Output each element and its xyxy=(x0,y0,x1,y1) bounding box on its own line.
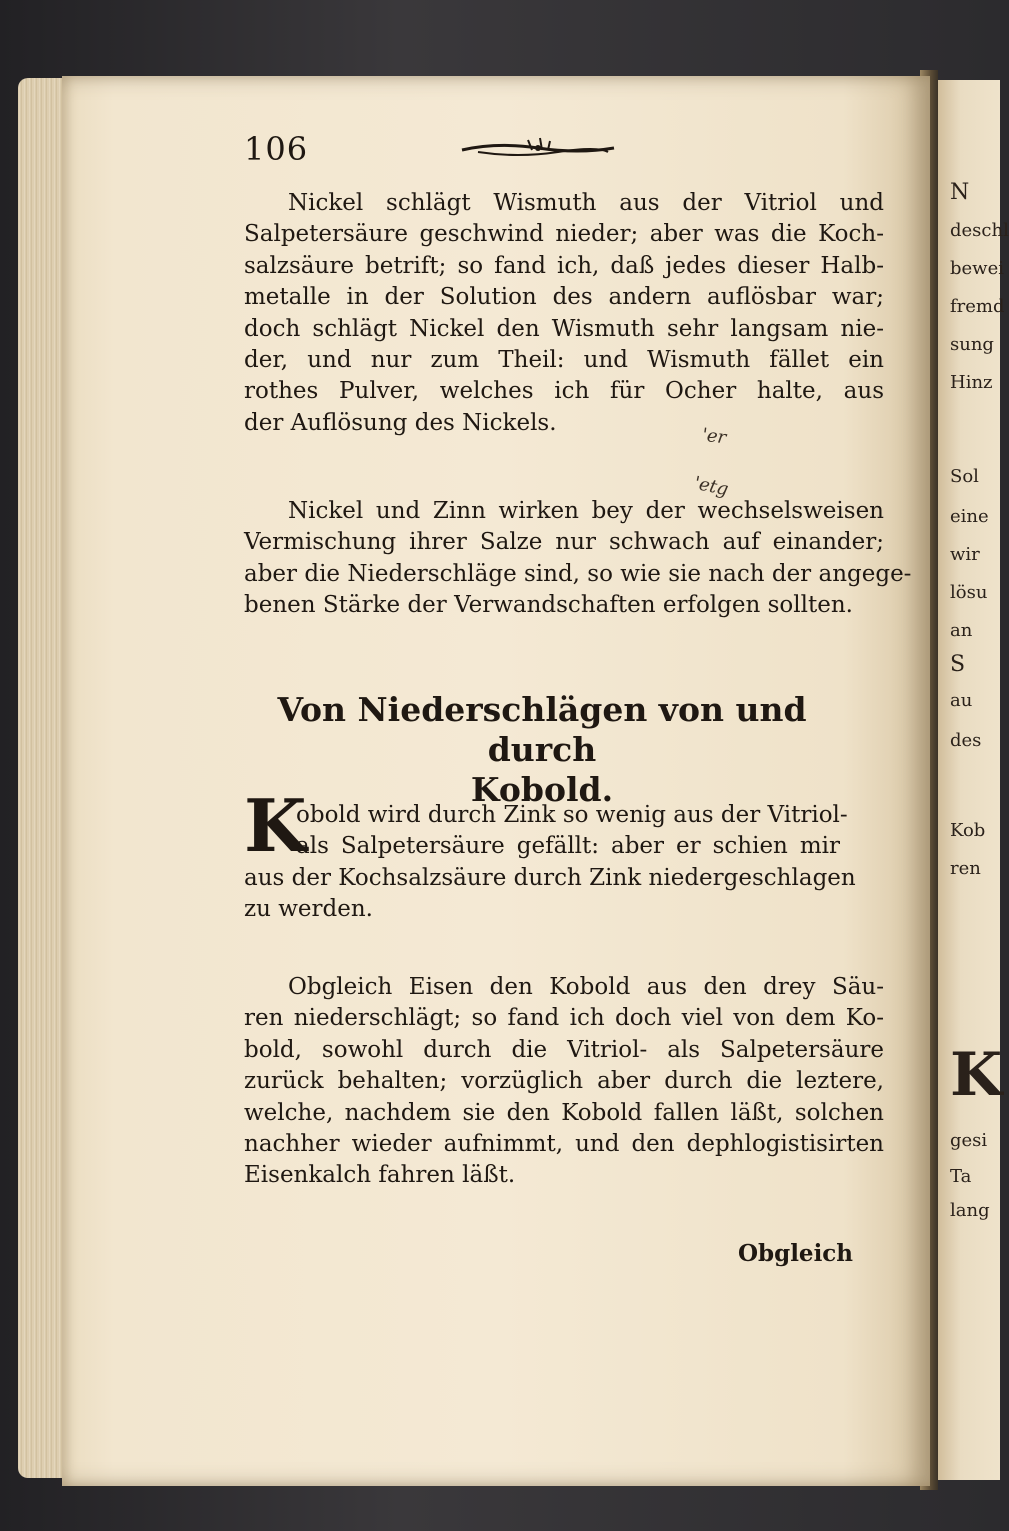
text-line: der Auflösung des Nickels. xyxy=(244,409,557,436)
text-line: aus der Kochsalzsäure durch Zink niedergeschlagen xyxy=(244,864,856,891)
text-line: rothes Pulver, welches ich für Ocher halte, aus xyxy=(244,378,884,405)
fragment: ren xyxy=(950,858,981,879)
text-line: salzsäure betrift; so fand ich, daß jedes dieser Halb- xyxy=(244,252,884,279)
fragment: N xyxy=(950,180,970,205)
heading-line-2: Kobold. xyxy=(470,770,614,809)
paragraph-2 xyxy=(244,496,912,622)
catchword: Obgleich xyxy=(738,1240,854,1267)
paragraph-3 xyxy=(244,800,856,926)
text-line: Nickel und Zinn wirken bey der wechselsweisen xyxy=(288,498,884,524)
drop-capital-letter: K xyxy=(244,783,307,868)
paragraph-4 xyxy=(244,972,884,1192)
text-line: doch schlägt Nickel den Wismuth sehr langsam nie- xyxy=(244,315,884,342)
handwritten-note: 'etg xyxy=(692,472,731,501)
text-line: zu werden. xyxy=(244,896,373,923)
text-line: ren niederschlägt; so fand ich doch viel von dem Ko- xyxy=(244,1005,884,1032)
fragment: gesi xyxy=(950,1130,988,1151)
text-line: bold, sowohl durch die Vitriol- als Salpetersäure xyxy=(244,1036,884,1063)
fragment: Kob xyxy=(950,820,986,841)
text-line: welche, nachdem sie den Kobold fallen läßt, solchen xyxy=(244,1099,884,1126)
text-line: als Salpetersäure gefällt: aber er schien mir xyxy=(296,833,840,860)
fragment: bewei xyxy=(950,258,1004,279)
text-line: nachher wieder aufnimmt, und den dephlogistisirten xyxy=(244,1131,884,1158)
fragment: lang xyxy=(950,1200,990,1221)
fragment: eine xyxy=(950,506,989,527)
handwritten-note: 'er xyxy=(700,424,728,449)
text-line: Vermischung ihrer Salze nur schwach auf einander; xyxy=(244,529,884,556)
facing-page-fragments xyxy=(950,0,1009,1531)
text-line: der, und nur zum Theil: und Wismuth fället ein xyxy=(244,347,884,374)
text-line: Obgleich Eisen den Kobold aus den drey Säu- xyxy=(288,974,884,1000)
section-heading xyxy=(244,690,840,810)
fragment: des xyxy=(950,730,982,751)
text-line: Eisenkalch fahren läßt. xyxy=(244,1162,516,1189)
page-number: 106 xyxy=(244,130,309,168)
fragment: S xyxy=(950,652,966,677)
text-line: obold wird durch Zink so wenig aus der Vitriol- xyxy=(296,802,848,828)
fragment: sung xyxy=(950,334,994,355)
fragment: lösu xyxy=(950,582,988,603)
fragment: Ta xyxy=(950,1166,972,1187)
fragment: K xyxy=(950,1040,1003,1110)
fragment: deschl xyxy=(950,220,1009,241)
fragment: Hinz xyxy=(950,372,993,393)
fragment: fremd xyxy=(950,296,1005,317)
text-line: Salpetersäure geschwind nieder; aber was die Koch- xyxy=(244,221,884,248)
ornament-icon xyxy=(458,136,618,160)
heading-line-1: Von Niederschlägen von und durch xyxy=(277,690,807,769)
fragment: wir xyxy=(950,544,980,565)
text-line: aber die Niederschläge sind, so wie sie nach der angege- xyxy=(244,560,912,587)
page-content xyxy=(62,76,930,1486)
fragment: an xyxy=(950,620,973,641)
fragment: Sol xyxy=(950,466,979,487)
fragment: au xyxy=(950,690,973,711)
text-line: zurück behalten; vorzüglich aber durch die leztere, xyxy=(244,1068,884,1095)
text-line: Nickel schlägt Wismuth aus der Vitriol und xyxy=(288,190,884,216)
text-line: benen Stärke der Verwandschaften erfolgen sollten. xyxy=(244,592,853,619)
text-line: metalle in der Solution des andern auflösbar war; xyxy=(244,284,884,311)
paragraph-1 xyxy=(244,188,884,439)
